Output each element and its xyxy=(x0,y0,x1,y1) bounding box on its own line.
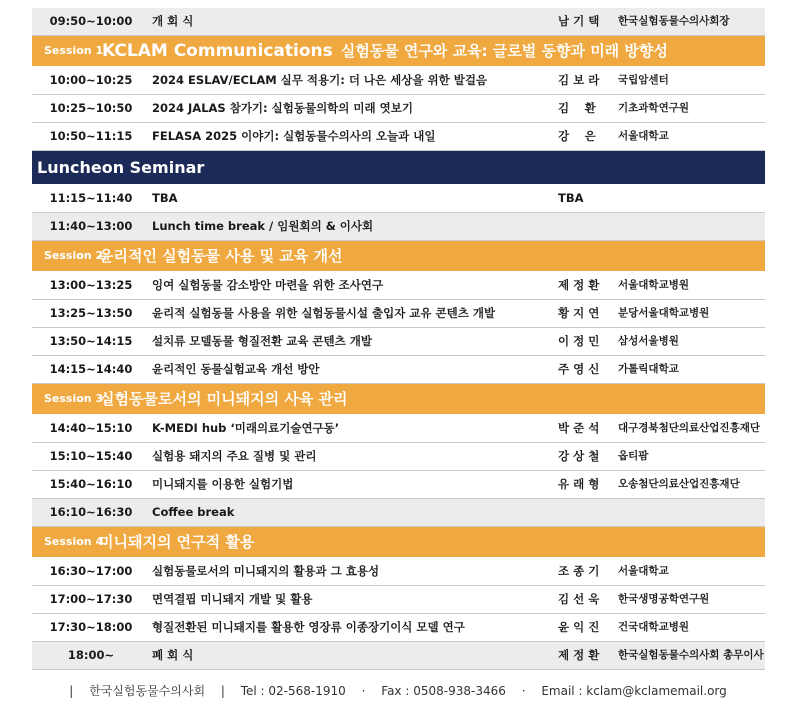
speaker: 김 보 라 xyxy=(558,73,600,87)
speaker: 황 지 연 xyxy=(558,306,600,320)
speaker: 조 종 기 xyxy=(558,564,600,578)
time: 16:10~16:30 xyxy=(49,505,133,519)
affiliation: 오송첨단의료산업진흥재단 xyxy=(618,478,740,490)
speaker: TBA xyxy=(558,191,584,205)
speaker: 김 환 xyxy=(558,101,596,115)
time: 13:50~14:15 xyxy=(49,334,133,348)
table-row xyxy=(32,213,765,241)
title: 2024 ESLAV/ECLAM 실무 적용기: 더 나은 세상을 위한 발걸음 xyxy=(152,73,488,87)
footer-separator: | xyxy=(69,684,74,698)
affiliation: 한국생명공학연구원 xyxy=(618,593,710,605)
affiliation: 가톨릭대학교 xyxy=(618,363,679,375)
affiliation: 서울대학교병원 xyxy=(618,279,690,291)
affiliation: 삼성서울병원 xyxy=(618,335,679,347)
table-row xyxy=(32,123,765,151)
speaker: 강 상 철 xyxy=(558,449,600,463)
title: 2024 JALAS 참가기: 실험동물의학의 미래 엿보기 xyxy=(152,101,413,115)
time: 15:10~15:40 xyxy=(49,449,133,463)
affiliation: 건국대학교병원 xyxy=(618,621,690,633)
affiliation: 분당서울대학교병원 xyxy=(618,307,710,319)
title: 형질전환된 미니돼지를 활용한 영장류 이종장기이식 모델 연구 xyxy=(152,620,465,634)
title: 윤리적 실험동물 사용을 위한 실험동물시설 출입자 교유 콘텐츠 개발 xyxy=(152,306,496,320)
luncheon-label: Luncheon Seminar xyxy=(37,158,205,177)
table-row xyxy=(32,328,765,356)
time: 10:25~10:50 xyxy=(49,101,133,115)
title: 폐 회 식 xyxy=(152,648,194,662)
footer-fax: Fax : 0508-938-3466 xyxy=(381,684,506,698)
title: Coffee break xyxy=(152,505,235,519)
table-row xyxy=(32,356,765,384)
closing-row xyxy=(32,642,765,670)
table-row xyxy=(32,614,765,642)
table-row xyxy=(32,471,765,499)
session-4-header xyxy=(32,527,765,557)
session-eng-title: KCLAM Communications xyxy=(102,41,333,61)
affiliation: 서울대학교 xyxy=(618,130,669,142)
session-title: 윤리적인 실험동물 사용 및 교육 개선 xyxy=(99,247,343,265)
session-kor-title: 실험동물 연구와 교육: 글로벌 동향과 미래 방향성 xyxy=(340,42,668,60)
session-title: 미니돼지의 연구적 활용 xyxy=(99,533,255,551)
speaker: 유 래 형 xyxy=(558,477,600,491)
speaker: 강 은 xyxy=(558,129,596,143)
title: 잉여 실험동물 감소방안 마련을 위한 조사연구 xyxy=(152,278,384,292)
affiliation: 한국실험동물수의사회장 xyxy=(618,15,730,27)
session-label: Session 2. xyxy=(44,249,108,262)
title: 설치류 모델동물 형질전환 교육 콘텐츠 개발 xyxy=(152,334,372,348)
time: 10:50~11:15 xyxy=(49,129,133,143)
luncheon-seminar-header xyxy=(32,151,765,184)
speaker: 제 정 환 xyxy=(558,278,600,292)
time: 13:00~13:25 xyxy=(49,278,133,292)
affiliation: 대구경북첨단의료산업진흥재단 xyxy=(618,422,761,434)
speaker: 남 기 택 xyxy=(558,14,600,28)
affiliation: 기초과학연구원 xyxy=(618,102,690,114)
table-row xyxy=(32,185,765,213)
title: 실험용 돼지의 주요 질병 및 관리 xyxy=(152,449,317,463)
opening-row xyxy=(32,8,765,36)
table-row xyxy=(32,300,765,328)
time: 11:15~11:40 xyxy=(49,191,133,205)
speaker: 제 정 환 xyxy=(558,648,600,662)
table-row xyxy=(32,95,765,123)
time: 15:40~16:10 xyxy=(49,477,133,491)
title: 면역결핍 미니돼지 개발 및 활용 xyxy=(152,592,313,606)
table-row xyxy=(32,415,765,443)
affiliation: 국립암센터 xyxy=(618,74,669,86)
table-row xyxy=(32,67,765,95)
speaker: 윤 익 진 xyxy=(558,620,600,634)
program-table xyxy=(32,8,765,670)
session-label: Session 4. xyxy=(44,535,108,548)
affiliation: 한국실험동물수의사회 총무이사 xyxy=(618,649,764,661)
time: 17:00~17:30 xyxy=(49,592,133,606)
title: 개 회 식 xyxy=(152,14,194,28)
speaker: 이 정 민 xyxy=(558,334,600,348)
time: 17:30~18:00 xyxy=(49,620,133,634)
title: 실험동물로서의 미니돼지의 활용과 그 효용성 xyxy=(152,564,380,578)
time: 14:15~14:40 xyxy=(49,362,133,376)
title: FELASA 2025 이야기: 실험동물수의사의 오늘과 내일 xyxy=(152,129,436,143)
affiliation: 서울대학교 xyxy=(618,565,669,577)
time: 11:40~13:00 xyxy=(49,219,133,233)
session-title xyxy=(102,36,668,66)
title: 미니돼지를 이용한 실험기법 xyxy=(152,477,294,491)
session-1-header xyxy=(32,36,765,66)
title: 윤리적인 동물실험교육 개선 방안 xyxy=(152,362,320,376)
table-row xyxy=(32,443,765,471)
table-row xyxy=(32,272,765,300)
footer-separator: | xyxy=(220,684,225,698)
footer-dot: · xyxy=(361,684,366,698)
session-3-header xyxy=(32,384,765,414)
session-label: Session 3. xyxy=(44,392,108,405)
time: 10:00~10:25 xyxy=(49,73,133,87)
table-row xyxy=(32,558,765,586)
session-label: Session 1. xyxy=(44,44,108,57)
affiliation: 옵티팜 xyxy=(618,450,649,462)
coffee-break-row xyxy=(32,499,765,527)
title: TBA xyxy=(152,191,178,205)
footer-org: 한국실험동물수의사회 xyxy=(89,684,206,698)
table-row xyxy=(32,586,765,614)
time: 16:30~17:00 xyxy=(49,564,133,578)
session-title: 실험동물로서의 미니돼지의 사육 관리 xyxy=(100,390,348,408)
footer-dot: · xyxy=(521,684,526,698)
footer-contact xyxy=(0,682,796,699)
time: 13:25~13:50 xyxy=(49,306,133,320)
time: 14:40~15:10 xyxy=(49,421,133,435)
footer-tel: Tel : 02-568-1910 xyxy=(240,684,346,698)
speaker: 김 선 욱 xyxy=(558,592,600,606)
time: 09:50~10:00 xyxy=(49,14,133,28)
speaker: 주 영 신 xyxy=(558,362,600,376)
title: Lunch time break / 임원회의 & 이사회 xyxy=(152,219,374,233)
title: K-MEDI hub ‘미래의료기술연구동’ xyxy=(152,421,340,435)
speaker: 박 준 석 xyxy=(558,421,600,435)
time: 18:00~ xyxy=(67,648,115,662)
footer-email[interactable]: Email : kclam@kclamemail.org xyxy=(541,684,727,698)
session-2-header xyxy=(32,241,765,271)
